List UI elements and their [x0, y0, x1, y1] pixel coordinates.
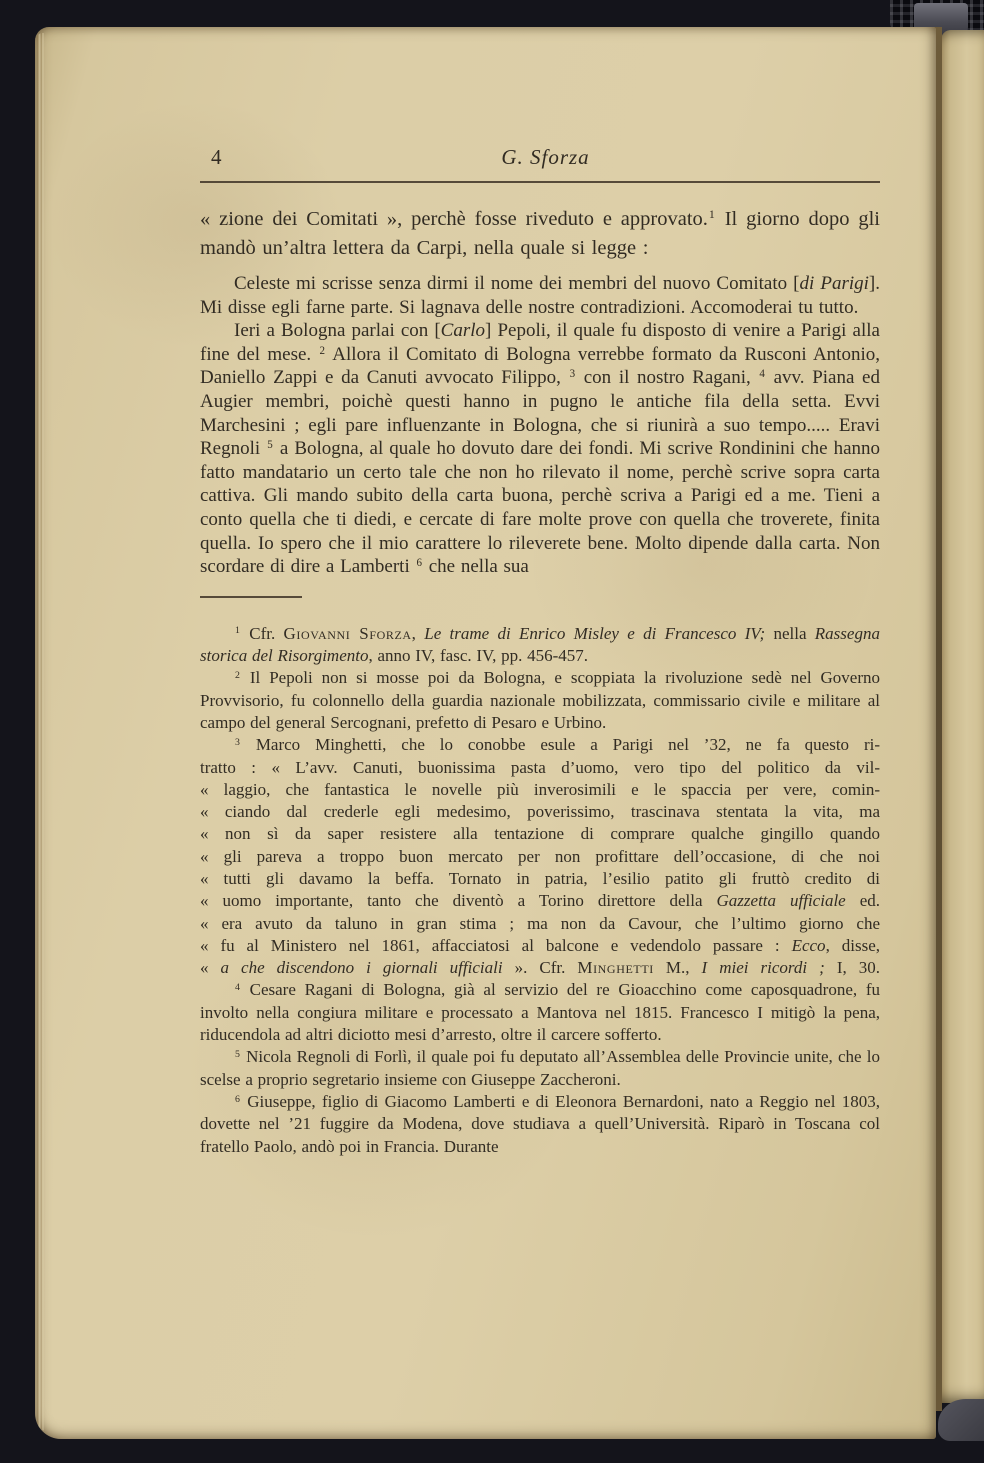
letter-paragraph: Ieri a Bologna parlai con [Carlo] Pepoli, il quale fu disposto di venire a Parigi alla fine del mese. $^2$ Allora il Comitato di Bologna verrebbe formato da Rusconi Antonio, Daniello Zappi e da Canuti avvocato Filippo, $^3$ con il nostro Ragani, $^4$ avv. Piana ed Augier membri, poichè questi hanno in pugno le antiche fila della setta. Evvi Marchesini ; egli pare influenzante in Bologna, che si riunirà a suo tempo..... Eravi Regnoli $^5$ a Bologna, al quale ho dovuto dare dei fondi. Mi scrive Rondinini che hanno fatto mandatario un certo tale che non ho rilevato il nome, perchè scrive sopra carta cattiva. Gli mando subito della carta buona, perchè scriva a Parigi ed a me. Tieni a conto quella che ti diedi, e cercate di fare molte prove con quella che troverete, finita quella. Io spero che il mio carattere lo rileverete bene. Molto dipende dalla carta. Non scordare di dire a Lamberti $^6$ che nella sua: [200, 320, 880, 578]
footnote-3: [200, 734, 880, 979]
header-rule: [200, 181, 880, 183]
footnote-2: $^2$ Il Pepoli non si mosse poi da Bologna, e scoppiata la rivoluzione sedè nel Governo Provvisorio, fu colonnello della guardia nazionale mobilizzata, commissario civile e militare al campo del general Sercognani, prefetto di Pesaro e Urbino.: [200, 668, 880, 732]
letter-paragraph: Celeste mi scrisse senza dirmi il nome dei membri del nuovo Comitato [di Parigi]. Mi disse egli farne parte. Si lagnava delle nostre contradizioni. Accomoderai tu tutto.: [200, 273, 880, 318]
footnote-line: tratto : « L’avv. Canuti, buonissima pasta d’uomo, vero tipo del politico da vil-: [200, 757, 880, 777]
footnote-line: « a che discendono i giornali ufficiali ». Cfr. Minghetti M., I miei ricordi ; I, 30.: [200, 958, 881, 978]
page-content: [200, 27, 880, 1158]
footnote-line: « gli pareva a troppo buon mercato per non profittare dell’occasione, di che noi: [200, 846, 880, 866]
book-page: [35, 27, 936, 1439]
footnote-line: « non sì da saper resistere alla tentazione di comprare qualche gingillo quando: [200, 824, 880, 844]
page-corner-curl: [938, 1399, 984, 1441]
footnote-line: $^3$ Marco Minghetti, che lo conobbe esule a Parigi nel ’32, ne fa questo ri-: [235, 735, 880, 755]
running-title: G. Sforza: [501, 145, 590, 169]
footnote-4: $^4$ Cesare Ragani di Bologna, già al servizio del re Gioacchino come caposquadrone, fu involto nella congiura militare e processato a Mantova nel 1815. Francesco I mitigò la pena, riducendola ad altri diciotto mesi d’arresto, oltre il carcere sofferto.: [200, 980, 880, 1045]
footnote-6: $^6$ Giuseppe, figlio di Giacomo Lamberti e di Eleonora Bernardoni, nato a Reggio nel 1803, dovette nel ’21 fuggire da Modena, dove studiava a quell’Università. Riparò in Toscana col fratello Paolo, andò poi in Francia. Durante: [200, 1091, 880, 1156]
page-header: [200, 145, 880, 169]
footnote-line: « ciando dal crederle egli medesimo, poverissimo, trascinava stentata la vita, ma: [200, 802, 880, 822]
footnote-line: « fu al Ministero nel 1861, affacciatosi al balcone e vedendolo passare : Ecco, disse,: [200, 935, 881, 955]
footnote-line: « era avuto da taluno in gran stima ; ma non da Cavour, che l’ultimo giorno che: [200, 913, 880, 933]
footnote-line: « tutti gli davamo la beffa. Tornato in patria, l’esilio patito gli fruttò credito di: [200, 868, 880, 888]
page-number: 4: [211, 145, 222, 169]
footnotes-section: [200, 623, 880, 1158]
opening-paragraph: « zione dei Comitati », perchè fosse riveduto e approvato.$^1$ Il giorno dopo gli mandò un’altra lettera da Carpi, nella quale si legge :: [200, 207, 881, 259]
footnote-5: $^5$ Nicola Regnoli di Forlì, il quale poi fu deputato all’Assemblea delle Provincie unite, che lo scelse a proprio segretario insieme con Giuseppe Zaccheroni.: [200, 1047, 880, 1089]
letter-block: [200, 272, 880, 579]
footnote-line: « uomo importante, tanto che diventò a Torino direttore della Gazzetta ufficiale ed.: [200, 891, 881, 911]
footnote-divider: [200, 596, 302, 598]
footnote-line: « laggio, che fantastica le novelle più inverosimili e le spaccia per vere, comin-: [200, 779, 880, 799]
facing-page-edge: [941, 30, 984, 1403]
footnote-1: $^1$ Cfr. Giovanni Sforza, Le trame di Enrico Misley e di Francesco IV; nella Rassegna storica del Risorgimento, anno IV, fasc. IV, pp. 456-457.: [200, 623, 880, 666]
